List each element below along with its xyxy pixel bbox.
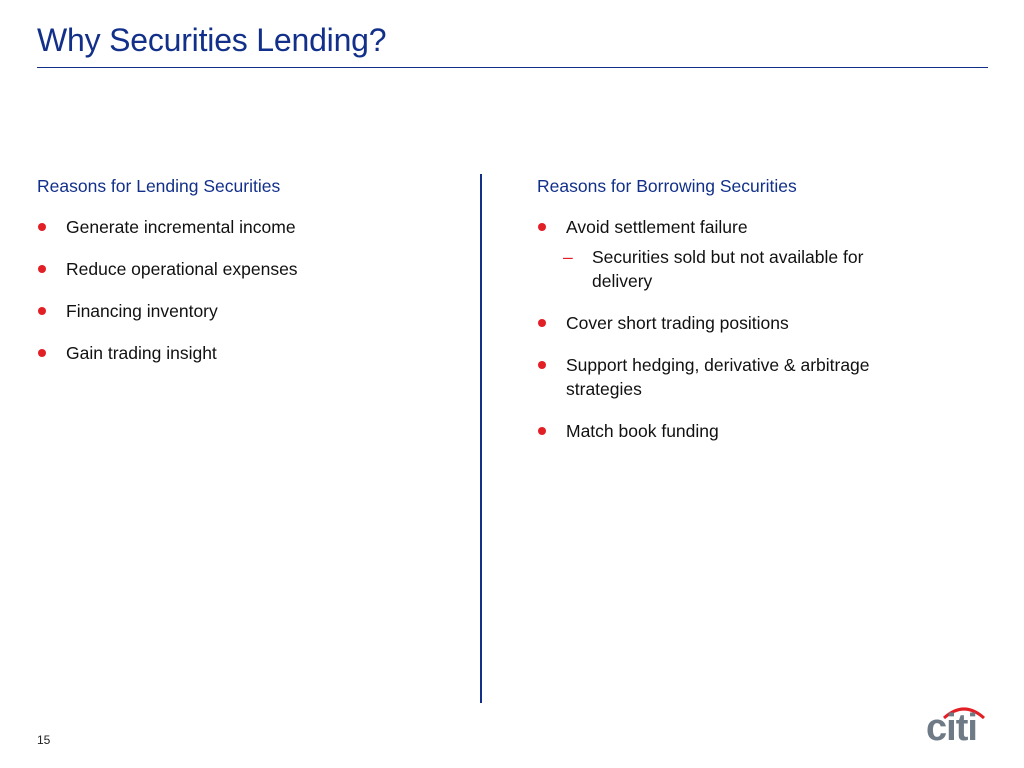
lending-column — [37, 176, 437, 383]
list-item-label: Reduce operational expenses — [66, 259, 298, 279]
citi-logo — [924, 702, 988, 749]
sub-list-item-label: Securities sold but not available for delivery — [592, 247, 864, 291]
bullet-dot-icon — [38, 265, 46, 273]
title-underline — [37, 67, 988, 68]
sub-list — [563, 245, 937, 293]
list-item — [537, 215, 937, 293]
bullet-dot-icon — [38, 223, 46, 231]
list-item-label: Generate incremental income — [66, 217, 296, 237]
list-item-label: Match book funding — [566, 421, 719, 441]
borrowing-heading: Reasons for Borrowing Securities — [537, 176, 797, 196]
bullet-dot-icon — [538, 427, 546, 435]
slide-title: Why Securities Lending? — [37, 22, 387, 58]
list-item — [37, 299, 437, 323]
borrowing-column — [537, 176, 937, 461]
bullet-dot-icon — [538, 223, 546, 231]
bullet-dot-icon — [38, 307, 46, 315]
lending-heading: Reasons for Lending Securities — [37, 176, 281, 196]
bullet-dot-icon — [538, 319, 546, 327]
borrowing-list — [537, 215, 937, 443]
list-item — [37, 341, 437, 365]
column-divider — [480, 174, 482, 703]
logo-wordmark: citi — [926, 707, 977, 749]
page-number: 15 — [37, 733, 51, 747]
list-item — [537, 353, 926, 401]
list-item-label: Support hedging, derivative & arbitrage strategies — [566, 355, 870, 399]
bullet-dot-icon — [38, 349, 46, 357]
list-item-label: Financing inventory — [66, 301, 218, 321]
list-item-label: Gain trading insight — [66, 343, 217, 363]
bullet-dot-icon — [538, 361, 546, 369]
list-item-label: Avoid settlement failure — [566, 217, 748, 237]
dash-icon: – — [563, 247, 573, 267]
list-item — [537, 311, 937, 335]
sub-list-item — [563, 245, 922, 293]
list-item — [37, 215, 437, 239]
list-item — [537, 419, 937, 443]
list-item-label: Cover short trading positions — [566, 313, 789, 333]
list-item — [37, 257, 437, 281]
lending-list — [37, 215, 437, 365]
